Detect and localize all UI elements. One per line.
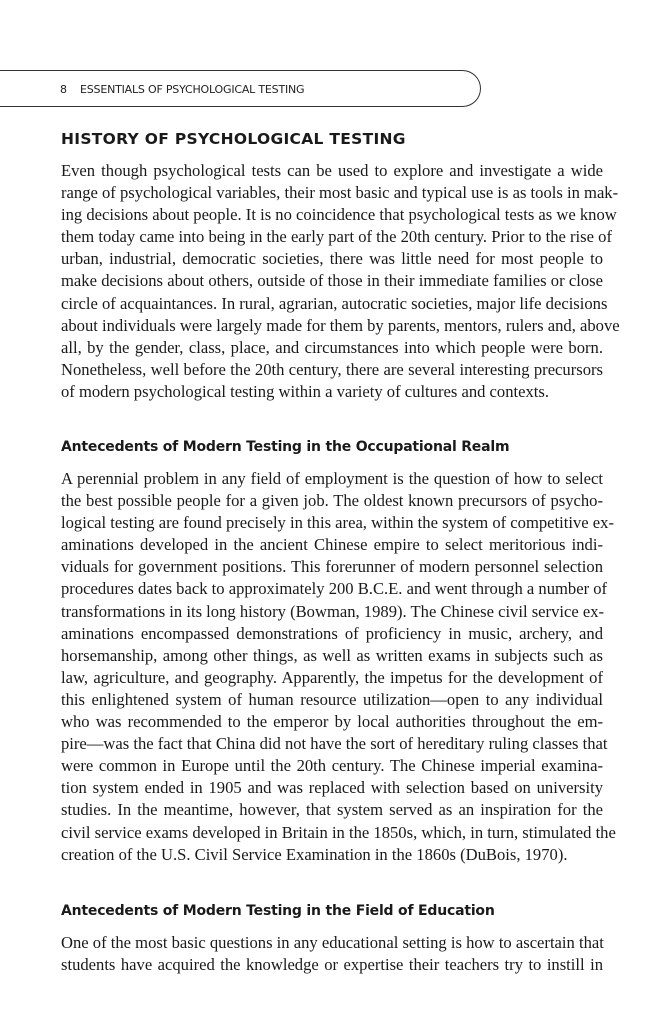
running-head [0,70,481,107]
text-line: circle of acquaintances. In rural, agrarian, autocratic societies, major life decisions [61,293,608,313]
text-line: make decisions about others, outside of those in their immediate families or close [61,271,603,291]
text-line: who was recommended to the emperor by local authorities throughout the em- [61,712,603,732]
section-paragraph [61,160,620,403]
text-line: logical testing are found precisely in this area, within the system of competitive ex- [61,513,614,533]
page-number: 8 [60,83,67,96]
text-line: all, by the gender, class, place, and circumstances into which people were born. [61,337,603,357]
text-line: them today came into being in the early part of the 20th century. Prior to the rise of [61,227,612,247]
text-line: Nonetheless, well before the 20th century, there are several interesting precursors [61,359,603,379]
text-line: urban, industrial, democratic societies, there was little need for most people to [61,249,603,269]
text-line: civil service exams developed in Britain in the 1850s, which, in turn, stimulated the [61,822,616,842]
education-paragraph [61,932,603,976]
text-line: A perennial problem in any field of employment is the question of how to select [61,469,603,488]
text-line: about individuals were largely made for them by parents, mentors, rulers and, above [61,315,620,335]
text-line: aminations developed in the ancient Chinese empire to select meritorious indi- [61,535,603,555]
text-line: aminations encompassed demonstrations of proficiency in music, archery, and [61,623,603,643]
text-line: the best possible people for a given job. The oldest known precursors of psycho- [61,491,603,511]
section-heading: HISTORY OF PSYCHOLOGICAL TESTING [61,130,406,148]
text-line: this enlightened system of human resource utilization—open to any individual [61,689,603,709]
text-line: transformations in its long history (Bowman, 1989). The Chinese civil service ex- [61,601,605,621]
text-line: viduals for government positions. This forerunner of modern personnel selection [61,557,603,577]
subsection-heading-occupational: Antecedents of Modern Testing in the Occupational Realm [61,439,510,455]
subsection-heading-education: Antecedents of Modern Testing in the Field of Education [61,903,495,919]
text-line: range of psychological variables, their most basic and typical use is as tools in mak- [61,183,619,203]
text-line: procedures dates back to approximately 200 B.C.E. and went through a number of [61,579,608,599]
text-line: creation of the U.S. Civil Service Examination in the 1860s (DuBois, 1970). [61,844,568,864]
text-line: students have acquired the knowledge or expertise their teachers try to instill in [61,955,603,975]
text-line: law, agriculture, and geography. Apparently, the impetus for the development of [61,667,603,687]
text-line: pire—was the fact that China did not have the sort of hereditary ruling classes that [61,734,608,754]
text-line: were common in Europe until the 20th century. The Chinese imperial examina- [61,756,603,776]
text-line: ing decisions about people. It is no coincidence that psychological tests as we know [61,205,617,225]
text-line: studies. In the meantime, however, that system served as an inspiration for the [61,800,603,820]
book-title: ESSENTIALS OF PSYCHOLOGICAL TESTING [80,83,305,96]
text-line: tion system ended in 1905 and was replaced with selection based on university [61,778,603,798]
page-content [61,128,620,975]
text-line: of modern psychological testing within a variety of cultures and contexts. [61,381,550,401]
occupational-paragraph [61,468,616,866]
text-line: Even though psychological tests can be used to explore and investigate a wide [61,161,603,180]
text-line: horsemanship, among other things, as well as written exams in subjects such as [61,645,603,665]
text-line: One of the most basic questions in any educational setting is how to ascertain that [61,933,604,952]
